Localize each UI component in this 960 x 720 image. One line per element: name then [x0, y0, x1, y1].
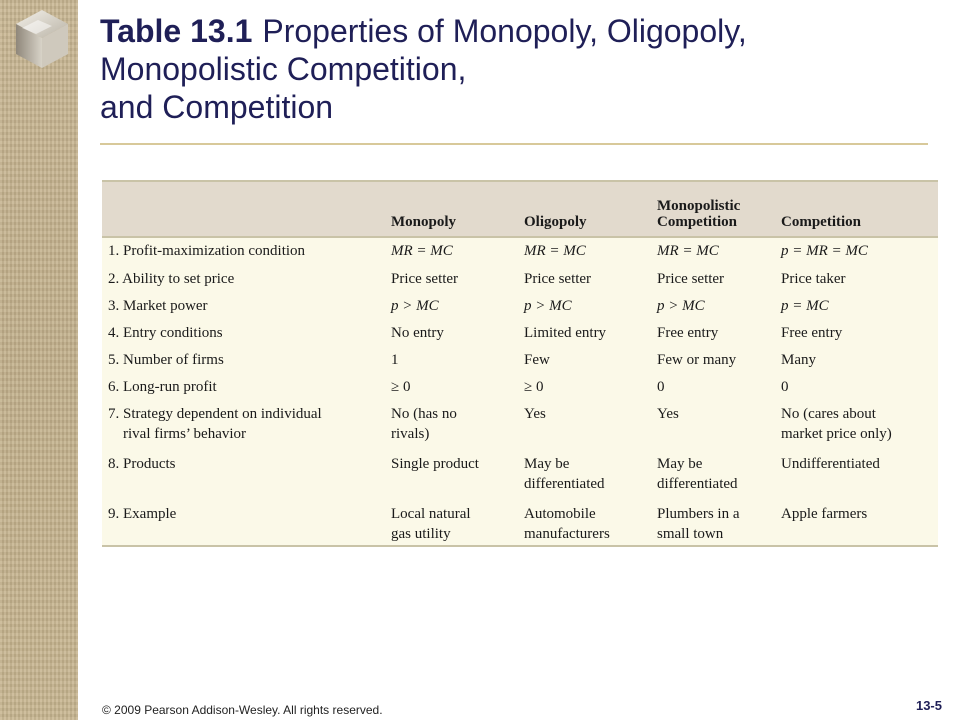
table-header-row — [102, 181, 938, 237]
table-cell: p > MC — [524, 298, 572, 314]
table-cell: 0 — [781, 379, 789, 395]
table-cell: MR = MC — [657, 243, 719, 259]
table-cell: Plumbers in a small town — [657, 506, 740, 542]
table-row — [102, 294, 938, 321]
row-label: 9. Example — [108, 506, 177, 522]
table-cell: p = MC — [781, 298, 829, 314]
table-cell: Yes — [524, 406, 546, 422]
table-cell: Price setter — [524, 271, 592, 287]
row-label: 6. Long-run profit — [108, 379, 217, 395]
table-cell: MR = MC — [524, 243, 586, 259]
table-cell: MR = MC — [391, 243, 453, 259]
decorative-side-strip — [0, 0, 78, 720]
row-label: 2. Ability to set price — [108, 271, 235, 287]
table-cell: No entry — [391, 325, 444, 341]
table-cell: Price setter — [391, 271, 459, 287]
table-row — [102, 321, 938, 348]
table-cell: Few — [524, 352, 550, 368]
properties-table — [102, 180, 938, 552]
table-cell: Undifferentiated — [781, 456, 880, 472]
table-cell: ≥ 0 — [524, 379, 544, 395]
row-label: 3. Market power — [108, 298, 208, 314]
title-divider — [100, 143, 928, 145]
table-cell: May be differentiated — [657, 456, 738, 492]
table-row — [102, 502, 938, 552]
table-cell: Single product — [391, 456, 479, 472]
table-cell: Free entry — [781, 325, 843, 341]
header-label — [102, 181, 385, 237]
header-monopoly: Monopoly — [385, 181, 518, 237]
table-row — [102, 348, 938, 375]
copyright-footer: © 2009 Pearson Addison-Wesley. All rights reserved. — [102, 703, 383, 717]
table-cell: p = MR = MC — [781, 243, 868, 259]
row-label: 4. Entry conditions — [108, 325, 223, 341]
table-cell: May be differentiated — [524, 456, 605, 492]
slide-number: 13-5 — [915, 698, 942, 713]
header-oligopoly: Oligopoly — [518, 181, 651, 237]
table-cell: Free entry — [657, 325, 719, 341]
table-row — [102, 375, 938, 402]
row-label: 7. Strategy dependent on individual rival firms’ behavior — [108, 406, 322, 442]
header-monopolistic-competition: Monopolistic Competition — [651, 181, 775, 237]
table-cell: Limited entry — [524, 325, 607, 341]
row-label: 5. Number of firms — [108, 352, 224, 368]
table-cell: Price setter — [657, 271, 725, 287]
glass-cube-icon — [2, 2, 74, 74]
table-cell: 1 — [391, 352, 399, 368]
row-label: 8. Products — [108, 456, 176, 472]
table-row — [102, 452, 938, 502]
table-cell: p > MC — [391, 298, 439, 314]
table-number: Table 13.1 — [100, 13, 253, 49]
header-competition: Competition — [775, 181, 938, 237]
table-cell: Automobile manufacturers — [524, 506, 610, 542]
table-cell: 0 — [657, 379, 665, 395]
table-row — [102, 402, 938, 452]
table-cell: Few or many — [657, 352, 737, 368]
table-cell: Apple farmers — [781, 506, 868, 522]
table-cell: No (cares about market price only) — [781, 406, 892, 442]
row-label: 1. Profit-maximization condition — [108, 243, 306, 259]
title-line-1: Properties of Monopoly, Oligopoly, — [262, 13, 747, 49]
table-cell: No (has no rivals) — [391, 406, 457, 442]
table-cell: p > MC — [657, 298, 705, 314]
title-line-2: Monopolistic Competition, — [100, 51, 467, 87]
properties-table-container — [102, 180, 938, 547]
table-cell: Yes — [657, 406, 679, 422]
table-row — [102, 267, 938, 294]
slide-title — [100, 12, 920, 126]
table-cell: Many — [781, 352, 816, 368]
table-cell: ≥ 0 — [391, 379, 411, 395]
table-cell: Price taker — [781, 271, 846, 287]
table-row — [102, 237, 938, 267]
table-cell: Local natural gas utility — [391, 506, 471, 542]
title-line-3: and Competition — [100, 89, 334, 125]
